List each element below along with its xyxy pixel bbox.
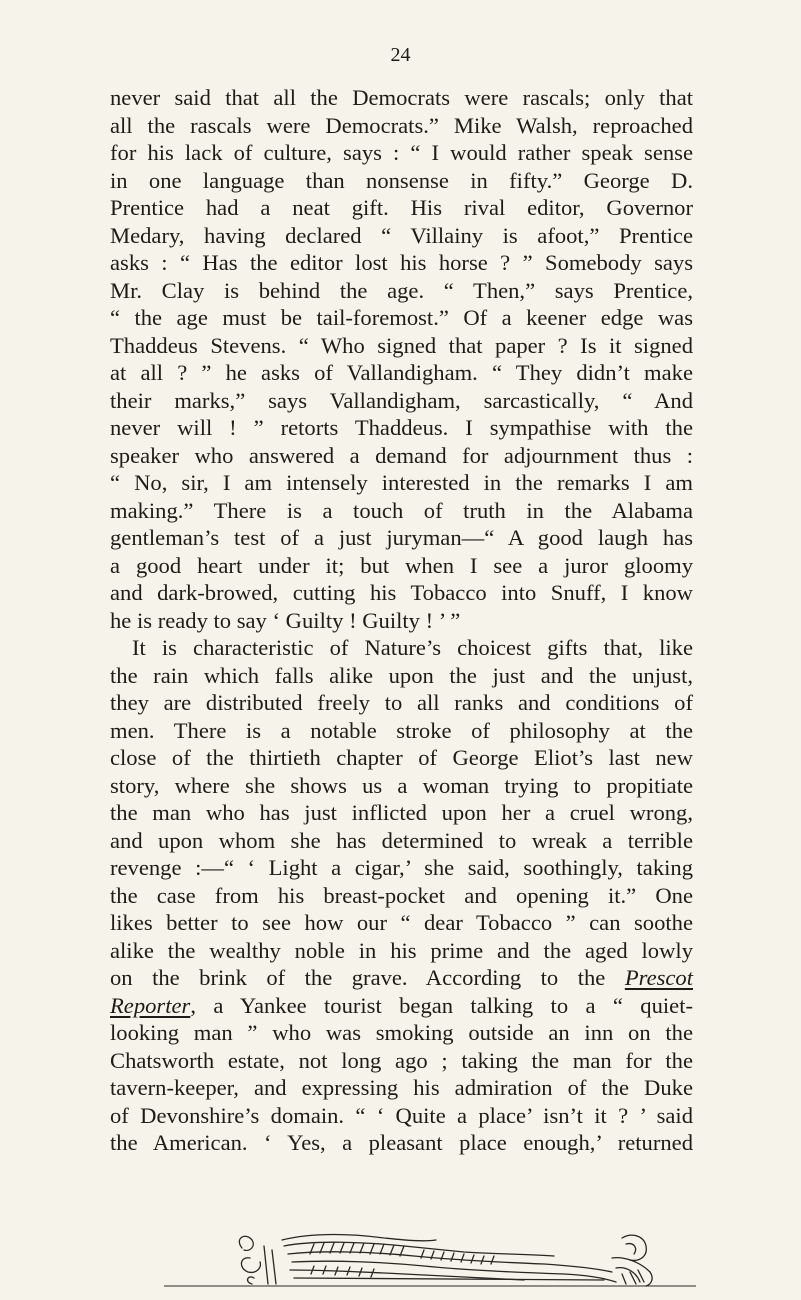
line-text: Thaddeus Stevens. “ Who signed that paper ? Is it signed: [110, 332, 693, 358]
italic-title: Reporter: [110, 992, 191, 1018]
text-line: [110, 524, 693, 552]
text-line: [110, 799, 693, 827]
line-text: Medary, having declared “ Villainy is afoot,” Prentice: [110, 222, 693, 248]
text-line: [110, 689, 693, 717]
text-line: [110, 937, 693, 965]
line-text: of Devonshire’s domain. “ ‘ Quite a place’ isn’t it ? ’ said: [110, 1102, 693, 1128]
text-line: [110, 909, 693, 937]
text-line: [110, 1102, 693, 1130]
line-text: Mr. Clay is behind the age. “ Then,” says Prentice,: [110, 277, 693, 303]
line-text: never said that all the Democrats were rascals; only that: [110, 85, 693, 110]
text-line: [110, 744, 693, 772]
line-text: making.” There is a touch of truth in the Alabama: [110, 497, 693, 523]
line-text: gentleman’s test of a just juryman—“ A good laugh has: [110, 525, 693, 550]
line-text: the American. ‘ Yes, a pleasant place enough,’ returned: [110, 1130, 693, 1155]
line-text: on the brink of the grave. According to the: [110, 965, 625, 990]
text-line: [110, 882, 693, 910]
text-line: [110, 1074, 693, 1102]
line-text: asks : “ Has the editor lost his horse ? ” Somebody says: [110, 250, 693, 275]
line-text: “ No, sir, I am intensely interested in the remarks I am: [110, 470, 693, 495]
text-line: [110, 112, 693, 140]
text-line: [110, 634, 693, 662]
text-line: [110, 194, 693, 222]
text-line: [110, 414, 693, 442]
text-line: [110, 607, 693, 635]
body-text: [110, 84, 693, 1157]
text-line: [110, 1047, 693, 1075]
text-line: [110, 992, 693, 1020]
tailpiece-illustration: [164, 1228, 696, 1288]
text-line: [110, 579, 693, 607]
text-line: [110, 552, 693, 580]
line-text: at all ? ” he asks of Vallandigham. “ They didn’t make: [110, 360, 693, 385]
line-text: Prentice had a neat gift. His rival editor, Governor: [110, 195, 693, 220]
italic-title: Prescot: [624, 965, 693, 990]
text-line: [110, 1019, 693, 1047]
line-text: never will ! ” retorts Thaddeus. I sympathise with the: [110, 415, 693, 440]
text-line: [110, 332, 693, 360]
line-text: It is characteristic of Nature’s choicest gifts that, like: [132, 635, 693, 660]
text-line: [110, 469, 693, 497]
text-line: [110, 222, 693, 250]
page-number: 24: [390, 44, 411, 66]
text-line: [110, 84, 693, 112]
line-text: the case from his breast-pocket and opening it.” One: [110, 882, 693, 908]
line-text: close of the thirtieth chapter of George Eliot’s last new: [110, 745, 693, 770]
line-text: their marks,” says Vallandigham, sarcastically, “ And: [110, 387, 693, 413]
text-line: [110, 772, 693, 800]
text-line: [110, 249, 693, 277]
line-text: in one language than nonsense in fifty.” George D.: [110, 167, 693, 193]
line-text: “ the age must be tail-foremost.” Of a keener edge was: [110, 305, 693, 330]
line-text: speaker who answered a demand for adjournment thus :: [110, 442, 693, 468]
text-line: [110, 1129, 693, 1157]
line-text: the man who has just inflicted upon her a cruel wrong,: [110, 800, 693, 825]
line-text: revenge :—“ ‘ Light a cigar,’ she said, soothingly, taking: [110, 855, 693, 880]
line-text: and upon whom she has determined to wreak a terrible: [110, 827, 693, 853]
line-text: he is ready to say ‘ Guilty ! Guilty ! ’ ”: [110, 607, 461, 633]
text-line: [110, 359, 693, 387]
line-text: a good heart under it; but when I see a juror gloomy: [110, 552, 693, 578]
text-line: [110, 277, 693, 305]
text-line: [110, 497, 693, 525]
text-line: [110, 304, 693, 332]
line-text: alike the wealthy noble in his prime and the aged lowly: [110, 937, 693, 963]
line-text: story, where she shows us a woman trying to propitiate: [110, 772, 693, 798]
line-text: the rain which falls alike upon the just and the unjust,: [110, 662, 693, 688]
line-text: Chatsworth estate, not long ago ; taking the man for the: [110, 1047, 693, 1073]
text-line: [110, 167, 693, 195]
line-text: for his lack of culture, says : “ I would rather speak sense: [110, 140, 693, 165]
line-text: men. There is a notable stroke of philosophy at the: [110, 717, 693, 743]
text-line: [110, 662, 693, 690]
text-line: [110, 139, 693, 167]
text-line: [110, 442, 693, 470]
text-line: [110, 964, 693, 992]
line-text: all the rascals were Democrats.” Mike Walsh, reproached: [110, 112, 693, 138]
line-text: tavern-keeper, and expressing his admiration of the Duke: [110, 1075, 693, 1100]
line-text: looking man ” who was smoking outside an inn on the: [110, 1020, 693, 1045]
text-line: [110, 387, 693, 415]
line-text: , a Yankee tourist began talking to a “ quiet-: [190, 992, 693, 1018]
line-text: and dark-browed, cutting his Tobacco into Snuff, I know: [110, 580, 693, 605]
text-line: [110, 827, 693, 855]
text-line: [110, 854, 693, 882]
line-text: likes better to see how our “ dear Tobacco ” can soothe: [110, 910, 693, 935]
text-line: [110, 717, 693, 745]
line-text: they are distributed freely to all ranks and conditions of: [110, 690, 693, 715]
